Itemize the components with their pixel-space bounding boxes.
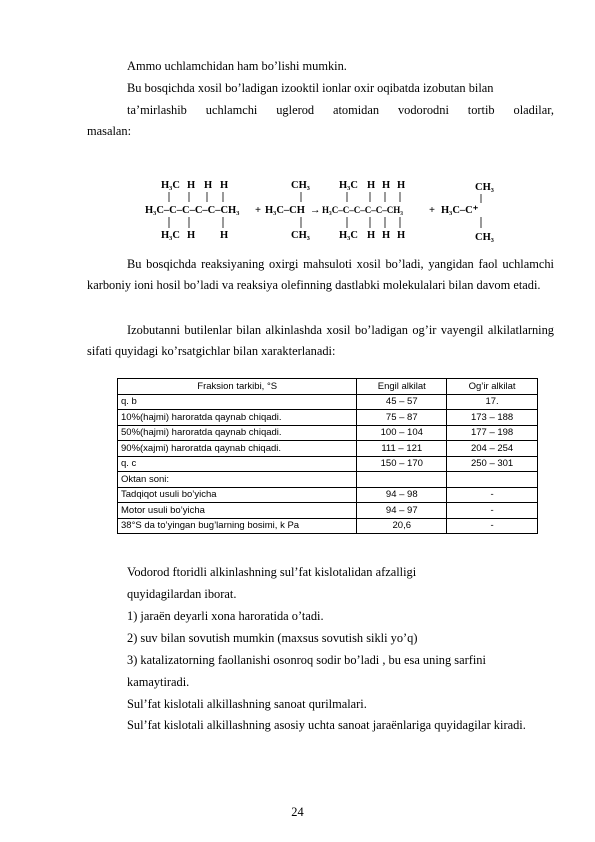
reaction-formula	[141, 176, 521, 246]
table-row	[118, 472, 538, 488]
table-cell	[357, 472, 447, 488]
paragraph-3-end: masalan:	[87, 124, 132, 138]
table-header: Fraksion tarkibi, °S	[118, 379, 357, 395]
table-cell: 50%(hajmi) haroratda qaynab chiqadi.	[118, 425, 357, 441]
text-line: kamaytiradi.	[127, 675, 190, 689]
table-cell: 10%(hajmi) haroratda qaynab chiqadi.	[118, 410, 357, 426]
formula-h: H	[187, 180, 196, 191]
table-cell: 45 – 57	[357, 394, 447, 410]
formula-product-1: H₃C–C–C–C–C–CH₃	[322, 205, 403, 215]
table-cell: 75 – 87	[357, 410, 447, 426]
formula-h: H	[397, 180, 406, 191]
formula-reactant-1: H₃C–C–C–C–C–CH₃	[145, 205, 240, 216]
formula-h: H	[367, 180, 376, 191]
table-cell: 150 – 170	[357, 456, 447, 472]
table-cell: 111 – 121	[357, 441, 447, 457]
formula-ch3: CH₃	[291, 180, 310, 191]
formula-plus: +	[255, 205, 261, 216]
table-cell: 204 – 254	[447, 441, 538, 457]
formula-ch3-bottom: H₃C	[161, 230, 180, 241]
table-cell: 94 – 98	[357, 487, 447, 503]
table-row	[118, 503, 538, 519]
word: oladilar,	[513, 103, 554, 117]
formula-ch3: H₃C	[339, 180, 358, 191]
formula-h: H	[220, 230, 229, 241]
table-cell: Oktan soni:	[118, 472, 357, 488]
table-cell: 17.	[447, 394, 538, 410]
formula-ch3: CH₃	[475, 182, 494, 193]
word: uglerod	[276, 103, 315, 117]
text-line: quyidagilardan iborat.	[127, 587, 237, 601]
paragraph-last: Sul’fat kislotali alkillashning asosiy uchta sanoat jaraёnlariga quyidagilar kiradi.	[127, 718, 526, 732]
formula-h: H	[220, 180, 229, 191]
table-header: Engil alkilat	[357, 379, 447, 395]
table-header-row	[118, 379, 538, 395]
formula-h: H	[397, 230, 406, 241]
formula-ch3: H₃C	[339, 230, 358, 241]
formula-h: H	[367, 230, 376, 241]
table-cell: -	[447, 503, 538, 519]
table-row	[118, 456, 538, 472]
table-cell: 38°S da to’yingan bug’larning bosimi, k Pa	[118, 518, 357, 534]
word: atomidan	[332, 103, 380, 117]
table-cell: Tadqiqot usuli bo’yicha	[118, 487, 357, 503]
table-cell: -	[447, 518, 538, 534]
formula-arrow: →	[310, 205, 321, 216]
table-row	[118, 410, 538, 426]
word: uchlamchi	[205, 103, 258, 117]
table-cell	[447, 472, 538, 488]
formula-h: H	[187, 230, 196, 241]
table-row	[118, 425, 538, 441]
word: vodorodni	[397, 103, 449, 117]
word: tortib	[467, 103, 495, 117]
word: ta’mirlashib	[127, 103, 187, 117]
table-cell: 250 – 301	[447, 456, 538, 472]
paragraph-4: Bu bosqichda reaksiyaning oxirgi mahsuloti xosil bo’ladi, yangidan faol uchlamchi karboniy ioni hosil bo’ladi va reaksiya olefinning dastlabki molekulalari bilan davom etadi.	[87, 257, 554, 292]
table-cell: q. b	[118, 394, 357, 410]
table-cell: 100 – 104	[357, 425, 447, 441]
formula-h: H	[382, 230, 391, 241]
table-row	[118, 441, 538, 457]
formula-ch3-top: H₃C	[161, 180, 180, 191]
section-heading: Sul’fat kislotali alkillashning sanoat qurilmalari.	[127, 697, 367, 711]
table-row	[118, 394, 538, 410]
formula-h: H	[204, 180, 213, 191]
formula-reactant-2: H₃C–CH	[265, 205, 305, 216]
paragraph-2: Bu bosqichda xosil bo’ladigan izooktil ionlar oxir oqibatda izobutan bilan	[127, 81, 494, 95]
table-cell: 20,6	[357, 518, 447, 534]
formula-ch3: CH₃	[291, 230, 310, 241]
table-cell: Motor usuli bo’yicha	[118, 503, 357, 519]
table-cell: 177 – 198	[447, 425, 538, 441]
table-cell: 90%(xajmi) haroratda qaynab chiqadi.	[118, 441, 357, 457]
formula-h: H	[382, 180, 391, 191]
table-cell: 94 – 97	[357, 503, 447, 519]
table-header: Og’ir alkilat	[447, 379, 538, 395]
formula-ch3: CH₃	[475, 232, 494, 243]
text-line: 1) jaraёn deyarli xona haroratida o’tadi.	[127, 609, 324, 623]
text-line: 3) katalizatorning faollanishi osonroq sodir bo’ladi , bu esa uning sarfini	[127, 653, 486, 667]
table-row	[118, 518, 538, 534]
paragraph-3-line	[127, 102, 554, 118]
paragraph-1: Ammo uchlamchidan ham bo’lishi mumkin.	[127, 59, 347, 73]
formula-plus: +	[429, 205, 435, 216]
text-line: 2) suv bilan sovutish mumkin (maxsus sovutish sikli yo’q)	[127, 631, 418, 645]
alkylate-properties-table	[117, 378, 538, 534]
table-row	[118, 487, 538, 503]
table-cell: 173 – 188	[447, 410, 538, 426]
table-cell: q. c	[118, 456, 357, 472]
text-line: Vodorod ftoridli alkinlashning sul’fat kislotalidan afzalligi	[127, 565, 417, 579]
formula-product-2: H₃C–C⁺	[441, 205, 479, 216]
paragraph-5: Izobutanni butilenlar bilan alkinlashda xosil bo’ladigan og’ir vayengil alkilatlarning sifati quyidagi ko’rsatgichlar bilan xarakterlanadi:	[87, 323, 554, 358]
table-cell: -	[447, 487, 538, 503]
page-number: 24	[291, 805, 304, 819]
